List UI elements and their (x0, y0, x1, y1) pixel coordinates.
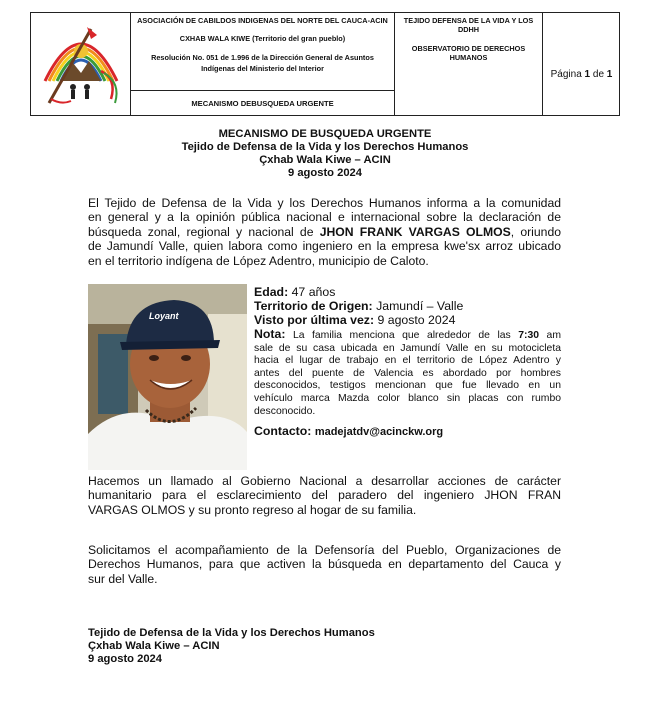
cap-logo-text: Loyant (149, 311, 179, 321)
resolution-line-2: Indígenas del Ministerio del Interior (201, 64, 324, 73)
page-indicator: Página 1 de 1 (550, 69, 613, 80)
mechanism-label: MECANISMO DEBUSQUEDA URGENTE (191, 98, 334, 108)
doc-organization: Çxhab Wala Kiwe – ACIN (259, 154, 391, 166)
contact-email[interactable]: madejatdv@acinckw.org (314, 426, 444, 438)
origin-value: Jamundí – Valle (376, 299, 464, 313)
signature-date: 9 agosto 2024 (88, 653, 162, 665)
doc-date: 9 agosto 2024 (288, 167, 362, 179)
tejido-cell (395, 13, 543, 115)
contact-row: Contacto: madejatdv@acinckw.org (254, 424, 444, 438)
doc-subtitle: Tejido de Defensa de la Vida y los Derechos Humanos (181, 141, 469, 153)
logo-cell (31, 13, 131, 115)
note-block: Nota: La familia menciona que alrededor de las 7:30 am sale de su casa ubicada en Jamundí Valle en su motocicleta hacia el lugar de trabajo en el territorio de López Adentro y antes del puente de Valencia es abordado por hombres desconocidos, testigos mencionan que fue llevado en un vehículo marca Mazda color blanco sin placas con rumbo desconocido. (254, 327, 561, 417)
resolution-line-1: Resolución No. 051 de 1.996 de la Dirección General de Asuntos (151, 53, 374, 62)
request-paragraph: Solicitamos el acompañamiento de la Defensoría del Pueblo, Organizaciones de Derechos Humanos, para que activen la búsqueda en departamento del Cauca y sur del Valle. (88, 543, 561, 586)
last-seen-row: Visto por última vez: 9 agosto 2024 (254, 313, 456, 327)
acin-logo (31, 13, 131, 115)
observatorio-line-1: OBSERVATORIO DE DERECHOS (411, 44, 526, 53)
missing-person-photo (88, 284, 247, 470)
tejido-line-1: TEJIDO DEFENSA DE LA VIDA Y LOS (403, 16, 534, 25)
territory-name: CXHAB WALA KIWE (Territorio del gran pueblo) (179, 34, 346, 43)
page-number-cell (543, 13, 620, 115)
tejido-line-2: DDHH (457, 25, 480, 34)
origin-row: Territorio de Origen: Jamundí – Valle (254, 299, 464, 313)
doc-title: MECANISMO DE BUSQUEDA URGENTE (218, 128, 432, 140)
missing-person-name: JHON FRANK VARGAS OLMOS (319, 224, 511, 239)
signature-line-2: Çxhab Wala Kiwe – ACIN (88, 640, 220, 652)
last-seen-value: 9 agosto 2024 (377, 313, 456, 327)
appeal-paragraph: Hacemos un llamado al Gobierno Nacional a desarrollar acciones de carácter humanitario para el esclarecimiento del paradero del ingeniero JHON FRAN VARGAS OLMOS y su pronto regreso al hogar de su familia. (88, 474, 561, 517)
document-header (30, 12, 620, 116)
org-name: ASOCIACIÓN DE CABILDOS INDIGENAS DEL NORTE DEL CAUCA-ACIN (137, 16, 388, 25)
age-row: Edad: 47 años (254, 285, 336, 299)
age-value: 47 años (291, 285, 336, 299)
observatorio-line-2: HUMANOS (449, 53, 488, 62)
signature-line-1: Tejido de Defensa de la Vida y los Derechos Humanos (88, 627, 375, 639)
org-cell (131, 13, 395, 115)
intro-paragraph: El Tejido de Defensa de la Vida y los Derechos Humanos informa a la comunidad en general y a la opinión pública nacional e internacional sobre la declaración de búsqueda zonal, regional y nacional de JHON FRANK VARGAS OLMOS, oriundo de Jamundí Valle, quien labora como ingeniero en la empresa kwe'sx arroz ubicado en el territorio indígena de López Adentro, municipio de Caloto. (88, 196, 561, 268)
